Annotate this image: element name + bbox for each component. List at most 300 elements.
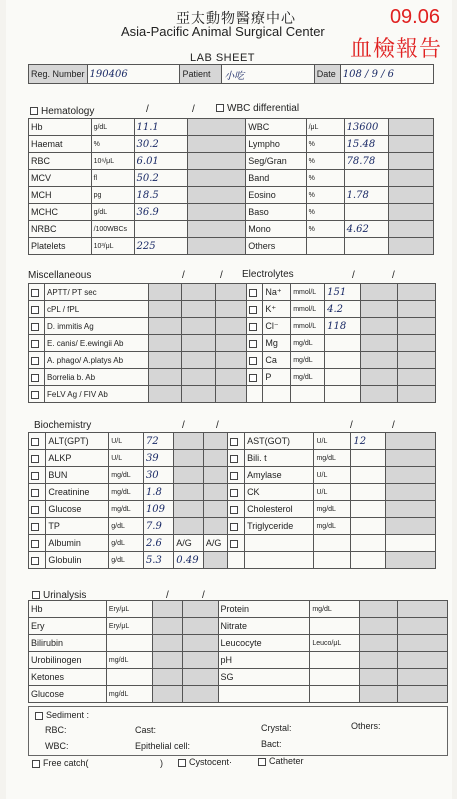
urine-result[interactable]	[152, 635, 182, 652]
biochem-name: Glucose	[46, 501, 109, 518]
biochem-name: ALKP	[46, 450, 109, 467]
biochem-value[interactable]: 7.9	[143, 518, 173, 535]
biochem-row	[29, 433, 436, 450]
urinalysis-row	[29, 601, 448, 618]
wbc-spacer	[389, 153, 434, 170]
biochem-spacer	[203, 467, 227, 484]
biochem-value[interactable]: 2.6	[143, 535, 173, 552]
electro-name	[263, 386, 291, 403]
electro-spacer	[360, 318, 398, 335]
urine-result[interactable]	[182, 669, 218, 686]
misc-checkbox-cell	[29, 284, 45, 301]
electro-unit: mg/dL	[291, 369, 325, 386]
biochem-checkbox-r[interactable]	[230, 506, 238, 514]
electro-spacer	[360, 369, 398, 386]
misc-slash-1: /	[182, 270, 185, 281]
biochem-checkbox-cell	[29, 467, 46, 484]
urine-result-r[interactable]	[398, 635, 448, 652]
date-label: Date	[314, 65, 340, 84]
wbc-unit: %	[306, 204, 344, 221]
hospital-name-en: Asia-Pacific Animal Surgical Center	[121, 24, 325, 39]
sediment-checkbox[interactable]	[35, 712, 43, 720]
biochem-value[interactable]: 72	[143, 433, 173, 450]
electro-spacer	[398, 335, 436, 352]
misc-result[interactable]	[148, 301, 182, 318]
biochem-name-r: CK	[245, 484, 314, 501]
hematology-row	[29, 153, 434, 170]
misc-result[interactable]	[148, 386, 182, 403]
wbc-name: Seg/Gran	[246, 153, 306, 170]
stamp-date: 09.06	[389, 6, 440, 28]
sediment-wbc: WBC:	[45, 741, 69, 751]
biochem-value[interactable]: 109	[143, 501, 173, 518]
hema-name: Platelets	[29, 238, 92, 255]
hospital-name-cn: 亞太動物醫療中心	[176, 11, 296, 27]
sediment-bact: Bact:	[261, 739, 282, 749]
urine-result-r[interactable]	[360, 669, 398, 686]
biochem-heading: Biochemistry	[34, 420, 92, 431]
urinalysis-checkbox[interactable]	[32, 591, 40, 599]
urine-name: Ery	[29, 618, 107, 635]
wbc-heading: WBC differential	[216, 103, 299, 114]
misc-checkbox[interactable]	[31, 323, 39, 331]
electro-value[interactable]	[325, 335, 361, 352]
lab-sheet-page	[6, 0, 452, 799]
electro-checkbox-cell	[247, 369, 263, 386]
urine-name: Hb	[29, 601, 107, 618]
hematology-slash-1: /	[146, 104, 149, 115]
sheet-title: LAB SHEET	[190, 52, 256, 64]
biochem-unit-r	[314, 535, 351, 552]
electro-spacer	[398, 386, 436, 403]
cystocent-checkbox[interactable]	[178, 759, 186, 767]
hematology-row	[29, 187, 434, 204]
electro-spacer	[360, 284, 398, 301]
urine-name-r: Nitrate	[218, 618, 310, 635]
electro-value[interactable]	[325, 369, 361, 386]
electro-checkbox[interactable]	[249, 357, 257, 365]
biochem-spacer	[203, 552, 227, 569]
biochem-checkbox-cell	[29, 518, 46, 535]
misc-checkbox-cell	[29, 352, 45, 369]
biochem-value[interactable]: 5.3	[143, 552, 173, 569]
misc-checkbox[interactable]	[31, 340, 39, 348]
misc-test-name: A. phago/ A.platys Ab	[45, 352, 149, 369]
misc-result[interactable]	[215, 301, 247, 318]
biochem-checkbox-r[interactable]	[230, 523, 238, 531]
urine-result-r[interactable]	[398, 601, 448, 618]
electro-checkbox[interactable]	[249, 306, 257, 314]
electro-value[interactable]	[325, 386, 361, 403]
urine-name-r: Protein	[218, 601, 310, 618]
biochem-checkbox-r[interactable]	[230, 472, 238, 480]
misc-result[interactable]	[148, 352, 182, 369]
biochem-unit: mg/dL	[109, 501, 144, 518]
misc-heading: Miscellaneous	[28, 270, 92, 281]
hema-value[interactable]: 50.2	[134, 170, 188, 187]
biochem-row	[29, 467, 436, 484]
biochem-checkbox-cell	[29, 535, 46, 552]
reg-label: Reg. Number	[29, 65, 88, 84]
wbc-unit: %	[306, 221, 344, 238]
ag-label-2: A/G	[203, 535, 227, 552]
electro-spacer	[360, 301, 398, 318]
urine-result[interactable]	[152, 686, 182, 703]
hema-value[interactable]: 11.1	[134, 119, 188, 136]
biochem-slash-3: /	[350, 420, 353, 431]
electro-name: K⁺	[263, 301, 291, 318]
biochem-slash-2: /	[216, 420, 219, 431]
biochem-unit-r: mg/dL	[314, 450, 351, 467]
misc-checkbox[interactable]	[31, 306, 39, 314]
urine-slash-1: /	[166, 590, 169, 601]
biochem-spacer	[203, 518, 227, 535]
electro-checkbox-cell	[247, 301, 263, 318]
biochem-unit-r: U/L	[314, 467, 351, 484]
biochem-spacer	[203, 450, 227, 467]
biochem-ag-cell	[174, 484, 204, 501]
biochem-value-r[interactable]	[351, 501, 386, 518]
biochem-spacer-r	[386, 450, 436, 467]
biochem-unit: U/L	[109, 450, 144, 467]
biochem-unit-r: mg/dL	[314, 518, 351, 535]
urinalysis-row	[29, 635, 448, 652]
sediment-rbc: RBC:	[45, 725, 67, 735]
wbc-unit	[306, 238, 344, 255]
biochem-ag-cell	[174, 467, 204, 484]
electro-value[interactable]: 118	[325, 318, 361, 335]
hema-name: Hb	[29, 119, 92, 136]
wbc-spacer	[389, 170, 434, 187]
biochem-checkbox-cell-r	[227, 484, 244, 501]
misc-checkbox[interactable]	[31, 391, 39, 399]
biochem-unit: g/dL	[109, 535, 144, 552]
ag-value: 0.49	[174, 552, 204, 569]
misc-row	[29, 284, 436, 301]
urine-result-r[interactable]	[360, 686, 398, 703]
urine-result[interactable]	[182, 618, 218, 635]
biochem-name-r: Amylase	[245, 467, 314, 484]
urine-name: Ketones	[29, 669, 107, 686]
urine-result[interactable]	[152, 601, 182, 618]
misc-result[interactable]	[182, 352, 216, 369]
biochem-checkbox-cell	[29, 501, 46, 518]
urine-unit: mg/dL	[106, 652, 152, 669]
sediment-heading: Sediment :	[35, 710, 89, 720]
urine-unit: mg/dL	[106, 686, 152, 703]
urine-result[interactable]	[182, 652, 218, 669]
misc-electrolytes-table	[28, 283, 436, 403]
sediment-epithelial: Epithelial cell:	[135, 741, 191, 751]
reg-value[interactable]: 190406	[87, 65, 180, 84]
electro-name: Na⁺	[263, 284, 291, 301]
biochem-value[interactable]: 39	[143, 450, 173, 467]
hema-value[interactable]	[134, 221, 188, 238]
biochem-checkbox[interactable]	[31, 523, 39, 531]
electro-unit: mmol/L	[291, 284, 325, 301]
hema-value[interactable]: 18.5	[134, 187, 188, 204]
misc-row	[29, 369, 436, 386]
hema-value[interactable]: 30.2	[134, 136, 188, 153]
wbc-unit: %	[306, 153, 344, 170]
electro-unit: mg/dL	[291, 335, 325, 352]
urine-unit: Ery/μL	[106, 618, 152, 635]
hematology-row	[29, 221, 434, 238]
free-catch-option[interactable]: Free catch(	[32, 758, 89, 768]
wbc-spacer	[389, 221, 434, 238]
hema-name: MCH	[29, 187, 92, 204]
biochem-slash-1: /	[182, 420, 185, 431]
biochem-name-r: Triglyceride	[245, 518, 314, 535]
hema-name: MCV	[29, 170, 92, 187]
biochem-checkbox-r[interactable]	[230, 455, 238, 463]
biochem-unit: mg/dL	[109, 484, 144, 501]
hema-value[interactable]: 6.01	[134, 153, 188, 170]
electro-value[interactable]: 151	[325, 284, 361, 301]
date-value[interactable]: 108 / 9 / 6	[340, 65, 433, 84]
wbc-checkbox[interactable]	[216, 104, 224, 112]
biochem-checkbox-r[interactable]	[230, 540, 238, 548]
hematology-heading: Hematology	[30, 106, 94, 117]
biochem-value-r[interactable]	[351, 552, 386, 569]
misc-result[interactable]	[215, 318, 247, 335]
wbc-value[interactable]	[344, 238, 389, 255]
hema-unit: 10⁶/μL	[91, 153, 134, 170]
catheter-option[interactable]: Catheter	[258, 756, 304, 766]
biochem-spacer	[203, 484, 227, 501]
sediment-cast: Cast:	[135, 725, 157, 735]
sediment-others: Others:	[351, 721, 381, 731]
misc-result[interactable]	[215, 335, 247, 352]
biochem-checkbox[interactable]	[31, 540, 39, 548]
urinalysis-row	[29, 686, 448, 703]
urine-result[interactable]	[152, 618, 182, 635]
biochem-spacer-r	[386, 552, 436, 569]
wbc-value[interactable]: 1.78	[344, 187, 389, 204]
biochem-unit: mg/dL	[109, 467, 144, 484]
biochem-spacer-r	[386, 501, 436, 518]
wbc-value[interactable]	[344, 170, 389, 187]
cystocent-option[interactable]: Cystocent·	[178, 757, 232, 767]
electro-checkbox-cell	[247, 386, 263, 403]
urine-result-r[interactable]	[398, 652, 448, 669]
urine-result-r[interactable]	[398, 686, 448, 703]
biochem-name: TP	[46, 518, 109, 535]
wbc-value[interactable]: 15.48	[344, 136, 389, 153]
wbc-value[interactable]	[344, 204, 389, 221]
biochem-table	[28, 432, 436, 569]
ag-label: A/G	[174, 535, 204, 552]
biochem-row	[29, 501, 436, 518]
wbc-spacer	[389, 119, 434, 136]
wbc-name: Mono	[246, 221, 306, 238]
misc-test-name: E. canis/ E.ewingii Ab	[45, 335, 149, 352]
free-catch-close: )	[160, 758, 163, 768]
urine-result[interactable]	[182, 635, 218, 652]
wbc-name: Others	[246, 238, 306, 255]
biochem-unit: g/dL	[109, 552, 144, 569]
urine-name-r: pH	[218, 652, 310, 669]
misc-checkbox-cell	[29, 301, 45, 318]
catheter-checkbox[interactable]	[258, 758, 266, 766]
biochem-spacer-r	[386, 535, 436, 552]
biochem-name-r: Cholesterol	[245, 501, 314, 518]
biochem-name: BUN	[46, 467, 109, 484]
biochem-checkbox[interactable]	[31, 506, 39, 514]
urine-name: Glucose	[29, 686, 107, 703]
urinalysis-heading: Urinalysis	[32, 590, 86, 601]
misc-result[interactable]	[215, 386, 247, 403]
wbc-unit: %	[306, 136, 344, 153]
misc-result[interactable]	[182, 335, 216, 352]
urine-result[interactable]	[152, 669, 182, 686]
electro-checkbox-cell	[247, 318, 263, 335]
biochem-checkbox[interactable]	[31, 472, 39, 480]
patient-label: Patient	[180, 65, 222, 84]
wbc-name: Eosino	[246, 187, 306, 204]
misc-test-name: FeLV Ag / FIV Ab	[45, 386, 149, 403]
misc-result[interactable]	[182, 301, 216, 318]
urine-name-r: Leucocyte	[218, 635, 310, 652]
urine-unit-r	[310, 686, 360, 703]
urine-unit	[106, 635, 152, 652]
urinalysis-row	[29, 618, 448, 635]
electro-checkbox[interactable]	[249, 340, 257, 348]
biochem-checkbox-cell-r	[227, 467, 244, 484]
biochem-ag-cell	[174, 433, 204, 450]
biochem-value[interactable]: 30	[143, 467, 173, 484]
misc-result[interactable]	[182, 369, 216, 386]
misc-result[interactable]	[215, 284, 247, 301]
hema-unit: %	[91, 136, 134, 153]
electro-checkbox[interactable]	[249, 289, 257, 297]
wbc-value[interactable]: 13600	[344, 119, 389, 136]
electro-value[interactable]	[325, 352, 361, 369]
misc-checkbox-cell	[29, 318, 45, 335]
hematology-checkbox[interactable]	[30, 107, 38, 115]
misc-result[interactable]	[182, 318, 216, 335]
urine-result-r[interactable]	[398, 618, 448, 635]
misc-result[interactable]	[148, 369, 182, 386]
urine-result[interactable]	[182, 601, 218, 618]
biochem-value-r[interactable]	[351, 535, 386, 552]
biochem-checkbox-cell	[29, 433, 46, 450]
electro-checkbox-cell	[247, 335, 263, 352]
biochem-value[interactable]: 1.8	[143, 484, 173, 501]
urine-result-r[interactable]	[398, 669, 448, 686]
hema-name: Haemat	[29, 136, 92, 153]
hema-unit: g/dL	[91, 119, 134, 136]
urine-unit: Ery/μL	[106, 601, 152, 618]
hema-value[interactable]: 225	[134, 238, 188, 255]
wbc-value[interactable]: 78.78	[344, 153, 389, 170]
electrolytes-heading: Electrolytes	[242, 269, 294, 280]
biochem-checkbox[interactable]	[31, 455, 39, 463]
urine-name: Urobilinogen	[29, 652, 107, 669]
patient-value[interactable]: 小吃	[222, 65, 315, 84]
biochem-name: Creatinine	[46, 484, 109, 501]
misc-result[interactable]	[148, 318, 182, 335]
biochem-checkbox-cell	[29, 450, 46, 467]
misc-result[interactable]	[148, 284, 182, 301]
electro-unit	[291, 386, 325, 403]
biochem-value-r[interactable]	[351, 467, 386, 484]
biochem-value-r[interactable]	[351, 484, 386, 501]
urine-result-r[interactable]	[360, 652, 398, 669]
misc-checkbox[interactable]	[31, 374, 39, 382]
biochem-name: ALT(GPT)	[46, 433, 109, 450]
urine-result[interactable]	[152, 652, 182, 669]
electro-spacer	[398, 301, 436, 318]
misc-result[interactable]	[182, 284, 216, 301]
urine-result-r[interactable]	[360, 635, 398, 652]
electro-unit: mg/dL	[291, 352, 325, 369]
misc-row	[29, 301, 436, 318]
electro-checkbox[interactable]	[249, 323, 257, 331]
electro-value[interactable]: 4.2	[325, 301, 361, 318]
hematology-table	[28, 118, 434, 255]
urine-unit-r	[310, 652, 360, 669]
biochem-unit-r: U/L	[314, 484, 351, 501]
misc-result[interactable]	[148, 335, 182, 352]
electro-name: Mg	[263, 335, 291, 352]
biochem-checkbox-r[interactable]	[230, 489, 238, 497]
biochem-value-r[interactable]	[351, 450, 386, 467]
biochem-spacer	[203, 501, 227, 518]
hematology-row	[29, 136, 434, 153]
urine-unit	[106, 669, 152, 686]
electro-unit: mmol/L	[291, 318, 325, 335]
hema-spacer	[188, 136, 246, 153]
electro-slash-1: /	[352, 270, 355, 281]
misc-checkbox[interactable]	[31, 357, 39, 365]
electro-checkbox[interactable]	[249, 374, 257, 382]
misc-result[interactable]	[215, 369, 247, 386]
biochem-value-r[interactable]	[351, 518, 386, 535]
wbc-unit: /μL	[306, 119, 344, 136]
biochem-checkbox[interactable]	[31, 438, 39, 446]
urine-result-r[interactable]	[360, 618, 398, 635]
electro-name: Cl⁻	[263, 318, 291, 335]
urine-unit-r	[310, 618, 360, 635]
electro-spacer	[360, 335, 398, 352]
biochem-name: Globulin	[46, 552, 109, 569]
misc-result[interactable]	[215, 352, 247, 369]
misc-checkbox[interactable]	[31, 289, 39, 297]
urine-unit-r: mg/dL	[310, 601, 360, 618]
biochem-checkbox[interactable]	[31, 489, 39, 497]
hema-unit: fl	[91, 170, 134, 187]
biochem-value-r[interactable]: 12	[351, 433, 386, 450]
biochem-row	[29, 484, 436, 501]
biochem-checkbox-r[interactable]	[230, 438, 238, 446]
biochem-row	[29, 518, 436, 535]
biochem-unit-r: U/L	[314, 433, 351, 450]
wbc-value[interactable]: 4.62	[344, 221, 389, 238]
hema-value[interactable]: 36.9	[134, 204, 188, 221]
free-catch-checkbox[interactable]	[32, 760, 40, 768]
hematology-slash-2: /	[192, 104, 195, 115]
hema-unit: 10³/μL	[91, 238, 134, 255]
urine-result-r[interactable]	[360, 601, 398, 618]
misc-test-name: APTT/ PT sec	[45, 284, 149, 301]
urine-unit-r	[310, 669, 360, 686]
wbc-unit: %	[306, 170, 344, 187]
biochem-checkbox[interactable]	[31, 557, 39, 565]
sediment-block	[28, 706, 448, 756]
misc-result[interactable]	[182, 386, 216, 403]
urine-result[interactable]	[182, 686, 218, 703]
